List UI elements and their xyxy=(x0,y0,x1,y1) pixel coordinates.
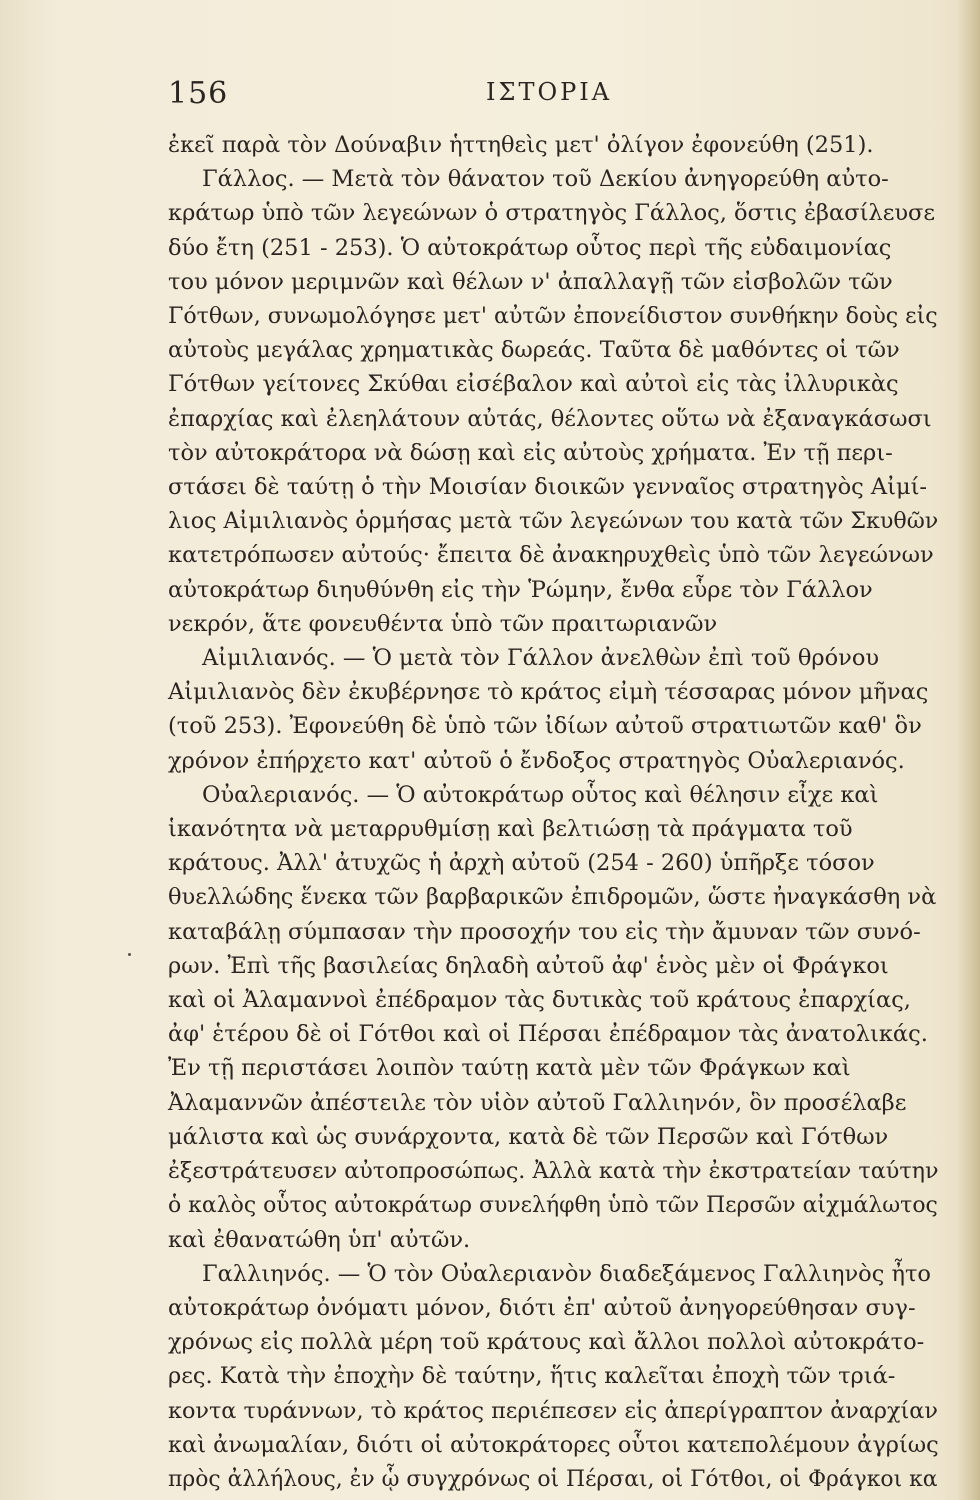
text-line: χρόνως εἰς πολλὰ μέρη τοῦ κράτους καὶ ἄλλοι πολλοὶ αὐτοκράτο- xyxy=(168,1329,925,1356)
page-edge xyxy=(958,0,980,1500)
text-line: τὸν αὐτοκράτορα νὰ δώσῃ καὶ εἰς αὐτοὺς χρήματα. Ἐν τῇ περι- xyxy=(168,439,893,466)
text-line: κατετρόπωσεν αὐτούς· ἔπειτα δὲ ἀνακηρυχθεὶς ὑπὸ τῶν λεγεώνων xyxy=(168,542,934,569)
text-line: Ἐν τῇ περιστάσει λοιπὸν ταύτῃ κατὰ μὲν τῶν Φράγκων καὶ xyxy=(168,1055,851,1082)
text-line: Γότθων γείτονες Σκύθαι εἰσέβαλον καὶ αὐτοὶ εἰς τὰς ἰλλυρικὰς xyxy=(168,371,899,398)
text-line: ἀφ' ἑτέρου δὲ οἱ Γότθοι καὶ οἱ Πέρσαι ἐπέδραμον τὰς ἀνατολικάς. xyxy=(168,1021,928,1048)
text-line: ρες. Κατὰ τὴν ἐποχὴν δὲ ταύτην, ἥτις καλεῖται ἐποχὴ τῶν τριά- xyxy=(168,1363,896,1390)
page-title: ΙΣΤΟΡΙΑ xyxy=(486,78,613,106)
text-line: κράτωρ ὑπὸ τῶν λεγεώνων ὁ στρατηγὸς Γάλλος, ὅστις ἐβασίλευσε xyxy=(168,200,936,227)
text-line: μάλιστα καὶ ὡς συνάρχοντα, κατὰ δὲ τῶν Περσῶν καὶ Γότθων xyxy=(168,1123,889,1150)
text-line: στάσει δὲ ταύτῃ ὁ τὴν Μοισίαν διοικῶν γενναῖος στρατηγὸς Αἰμί- xyxy=(168,474,928,501)
text-line: πρὸς ἀλλήλους, ἐν ᾧ συγχρόνως οἱ Πέρσαι, οἱ Γότθοι, οἱ Φράγκοι κα xyxy=(168,1465,938,1492)
running-head xyxy=(168,70,938,120)
page-number: 156 xyxy=(168,76,229,111)
text-line: Ἀλαμαννῶν ἀπέστειλε τὸν υἱὸν αὐτοῦ Γαλλιηνόν, ὃν προσέλαβε xyxy=(168,1089,907,1116)
text-line: καὶ ἐθανατώθη ὑπ' αὐτῶν. xyxy=(168,1226,471,1253)
text-line: δύο ἔτη (251 - 253). Ὁ αὐτοκράτωρ οὗτος περὶ τῆς εὐδαιμονίας xyxy=(168,234,892,261)
text-line: αὐτοὺς μεγάλας χρηματικὰς δωρεάς. Ταῦτα δὲ μαθόντες οἱ τῶν xyxy=(168,337,900,364)
text-line: ἐξεστράτευσεν αὐτοπροσώπως. Ἀλλὰ κατὰ τὴν ἐκστρατείαν ταύτην xyxy=(168,1158,939,1185)
body-text xyxy=(168,128,938,1496)
text-line: κοντα τυράννων, τὸ κράτος περιέπεσεν εἰς ἀπερίγραπτον ἀναρχίαν xyxy=(168,1397,938,1424)
text-line: νεκρόν, ἅτε φονευθέντα ὑπὸ τῶν πραιτωριανῶν xyxy=(168,610,718,637)
text-line: λιος Αἰμιλιανὸς ὁρμήσας μετὰ τῶν λεγεώνων του κατὰ τῶν Σκυθῶν xyxy=(168,508,939,535)
text-line: ἱκανότητα νὰ μεταρρυθμίσῃ καὶ βελτιώσῃ τὰ πράγματα τοῦ xyxy=(168,816,853,843)
ink-speck xyxy=(128,953,131,956)
text-line: χρόνον ἐπήρχετο κατ' αὐτοῦ ὁ ἔνδοξος στρατηγὸς Οὐαλεριανός. xyxy=(168,747,905,774)
text-line: Αἰμιλιανὸς δὲν ἐκυβέρνησε τὸ κράτος εἰμὴ τέσσαρας μόνον μῆνας xyxy=(168,679,929,706)
section-first-line-aemilianus: Αἰμιλιανός. — Ὁ μετὰ τὸν Γάλλον ἀνελθὼν ἐπὶ τοῦ θρόνου xyxy=(202,645,880,672)
text-line: (τοῦ 253). Ἐφονεύθη δὲ ὑπὸ τῶν ἰδίων αὐτοῦ στρατιωτῶν καθ' ὃν xyxy=(168,713,922,740)
text-line: του μόνον μεριμνῶν καὶ θέλων ν' ἀπαλλαγῇ τῶν εἰσβολῶν τῶν xyxy=(168,268,893,295)
text-line: ρων. Ἐπὶ τῆς βασιλείας δηλαδὴ αὐτοῦ ἀφ' ἑνὸς μὲν οἱ Φράγκοι xyxy=(168,952,889,979)
text-line: Γότθων, συνωμολόγησε μετ' αὐτῶν ἐπονείδιστον συνθήκην δοὺς εἰς xyxy=(168,303,938,330)
text-line: αὐτοκράτωρ διηυθύνθη εἰς τὴν Ῥώμην, ἔνθα εὗρε τὸν Γάλλον xyxy=(168,576,873,603)
text-line: ἐπαρχίας καὶ ἐλεηλάτουν αὐτάς, θέλοντες οὕτω νὰ ἐξαναγκάσωσι xyxy=(168,405,932,432)
section-first-line-valerianus: Οὐαλεριανός. — Ὁ αὐτοκράτωρ οὗτος καὶ θέλησιν εἶχε καὶ xyxy=(202,781,879,808)
text-line: ὁ καλὸς οὗτος αὐτοκράτωρ συνελήφθη ὑπὸ τῶν Περσῶν αἰχμάλωτος xyxy=(168,1192,938,1219)
text-line: καὶ οἱ Ἀλαμαννοὶ ἐπέδραμον τὰς δυτικὰς τοῦ κράτους ἐπαρχίας, xyxy=(168,987,911,1014)
section-first-line-gallienus: Γαλλιηνός. — Ὁ τὸν Οὐαλεριανὸν διαδεξάμενος Γαλλιηνὸς ἦτο xyxy=(202,1260,931,1287)
text-line: καὶ ἀνωμαλίαν, διότι οἱ αὐτοκράτορες οὗτοι κατεπολέμουν ἀγρίως xyxy=(168,1431,939,1458)
text-line: καταβάλῃ σύμπασαν τὴν προσοχήν του εἰς τὴν ἄμυναν τῶν συνό- xyxy=(168,918,921,945)
text-line: ἐκεῖ παρὰ τὸν Δούναβιν ἡττηθεὶς μετ' ὀλίγον ἐφονεύθη (251). xyxy=(168,132,874,158)
text-line: κράτους. Ἀλλ' ἀτυχῶς ἡ ἀρχὴ αὐτοῦ (254 - 260) ὑπῆρξε τόσον xyxy=(168,850,875,877)
text-line: αὐτοκράτωρ ὀνόματι μόνον, διότι ἐπ' αὐτοῦ ἀνηγορεύθησαν συγ- xyxy=(168,1294,916,1321)
text-line: θυελλώδης ἕνεκα τῶν βαρβαρικῶν ἐπιδρομῶν, ὥστε ἠναγκάσθη νὰ xyxy=(168,884,937,911)
section-first-line-gallus: Γάλλος. — Μετὰ τὸν θάνατον τοῦ Δεκίου ἀνηγορεύθη αὐτο- xyxy=(202,166,889,193)
